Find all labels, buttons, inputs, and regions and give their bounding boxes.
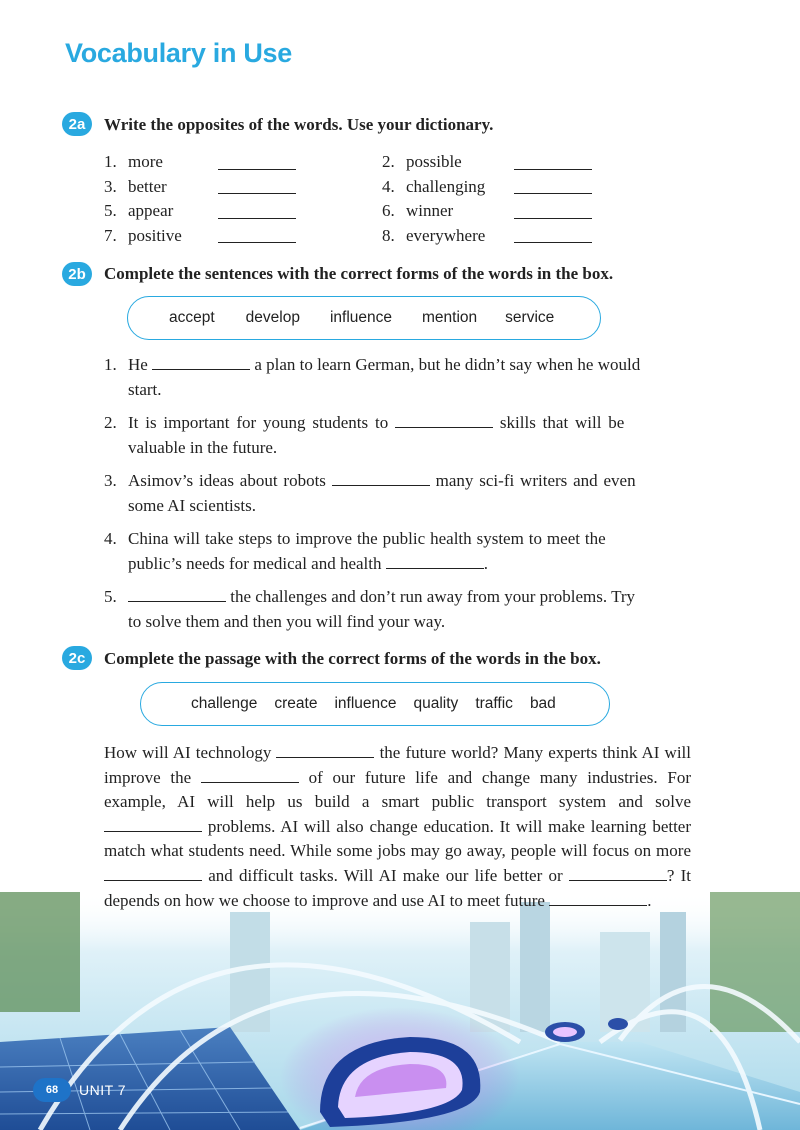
instruction-2c: Complete the passage with the correct forms of the words in the box. <box>104 649 601 668</box>
box-word: traffic <box>475 695 513 712</box>
item-word: positive <box>128 225 182 245</box>
answer-blank[interactable] <box>514 204 592 219</box>
sentence-text: China will take steps to improve the public health system to meet the <box>128 529 606 548</box>
sentence-text: It is important for young students to <box>128 413 389 432</box>
item-number: 1. <box>104 152 117 172</box>
word-box-2b <box>127 296 601 340</box>
item-word: appear <box>128 201 174 221</box>
list-item <box>104 199 604 224</box>
sentence-text: . <box>483 553 488 573</box>
list-item <box>104 175 604 200</box>
answer-blank[interactable] <box>104 817 202 832</box>
item-word: everywhere <box>406 225 486 245</box>
sentence-number: 3. <box>104 471 117 490</box>
answer-blank[interactable] <box>218 179 296 194</box>
item-word: possible <box>406 152 462 172</box>
sentence-1 <box>104 353 691 402</box>
answer-blank[interactable] <box>386 554 484 569</box>
sentence-text: many sci-fi writers and even <box>435 471 636 490</box>
page-title: Vocabulary in Use <box>65 38 292 68</box>
item-word: winner <box>406 201 454 221</box>
item-number: 3. <box>104 176 117 196</box>
sentence-text: skills that will be <box>499 413 625 432</box>
answer-blank[interactable] <box>152 355 250 370</box>
sentence-text: a plan to learn German, but he didn’t say when he would <box>254 355 641 374</box>
sentence-number: 1. <box>104 355 117 374</box>
sentence-text: Asimov’s ideas about robots <box>128 471 326 490</box>
answer-blank[interactable] <box>514 228 592 243</box>
item-number: 2. <box>382 152 395 172</box>
page-footer <box>33 1078 126 1102</box>
answer-blank[interactable] <box>218 155 296 170</box>
sentence-text: valuable in the future. <box>128 437 278 457</box>
answer-blank[interactable] <box>569 866 667 881</box>
sentence-number: 4. <box>104 529 117 548</box>
box-word: bad <box>529 695 556 712</box>
sentence-text: some AI scientists. <box>128 495 256 515</box>
item-word: challenging <box>406 176 486 196</box>
box-word: create <box>274 695 318 712</box>
word-box-2c <box>140 682 610 726</box>
sentence-text: public’s needs for medical and health <box>128 553 382 573</box>
sentence-text: the challenges and don’t run away from your problems. Try <box>230 587 636 606</box>
answer-blank[interactable] <box>514 179 592 194</box>
sentence-5 <box>104 585 691 634</box>
list-item <box>104 150 604 175</box>
answer-blank[interactable] <box>332 471 430 486</box>
section-badge-2b: 2b <box>62 262 92 286</box>
sentence-number: 2. <box>104 413 117 432</box>
answer-blank[interactable] <box>395 413 493 428</box>
sentence-4 <box>104 527 691 576</box>
answer-blank[interactable] <box>218 228 296 243</box>
answer-blank[interactable] <box>104 866 202 881</box>
sentence-text: to solve them and then you will find your way. <box>128 611 446 631</box>
box-word: accept <box>169 309 215 326</box>
box-word: influence <box>334 695 397 712</box>
list-item <box>104 224 604 249</box>
unit-label: UNIT 7 <box>79 1082 127 1098</box>
instruction-2b: Complete the sentences with the correct forms of the words in the box. <box>104 264 614 283</box>
box-word: develop <box>245 309 300 326</box>
sentence-2 <box>104 411 691 460</box>
box-word: challenge <box>191 695 258 712</box>
answer-blank[interactable] <box>218 204 296 219</box>
box-word: influence <box>329 309 393 326</box>
box-word: service <box>505 309 555 326</box>
item-word: better <box>128 176 167 196</box>
item-number: 7. <box>104 225 117 245</box>
item-number: 8. <box>382 225 395 245</box>
item-word: more <box>128 152 163 172</box>
answer-blank[interactable] <box>514 155 592 170</box>
item-number: 6. <box>382 201 395 221</box>
sentence-3 <box>104 469 691 518</box>
item-number: 5. <box>104 201 117 221</box>
section-badge-2c: 2c <box>62 646 92 670</box>
sentence-number: 5. <box>104 587 117 606</box>
answer-blank[interactable] <box>201 768 299 783</box>
sentence-text: He <box>128 355 148 374</box>
opposites-list <box>104 150 604 248</box>
answer-blank[interactable] <box>549 891 647 906</box>
passage: How will AI technology the future world? Many experts think AI will improve the of our future life and change many industries. For example, AI will help us build a smart public transport system and solve problems. AI will also change education. It will make learning better match what students need. While some jobs may go away, people will focus on more and difficult tasks. Will AI make our life better or ? It depends on how we choose to improve and use AI to meet future . <box>104 743 692 910</box>
section-badge-2a: 2a <box>62 112 92 136</box>
answer-blank[interactable] <box>276 743 374 758</box>
answer-blank[interactable] <box>128 587 226 602</box>
sentence-text: start. <box>128 379 162 399</box>
item-number: 4. <box>382 176 395 196</box>
instruction-2a: Write the opposites of the words. Use your dictionary. <box>104 115 494 134</box>
box-word: mention <box>422 309 478 326</box>
page-number: 68 <box>33 1078 71 1102</box>
box-word: quality <box>413 695 459 712</box>
